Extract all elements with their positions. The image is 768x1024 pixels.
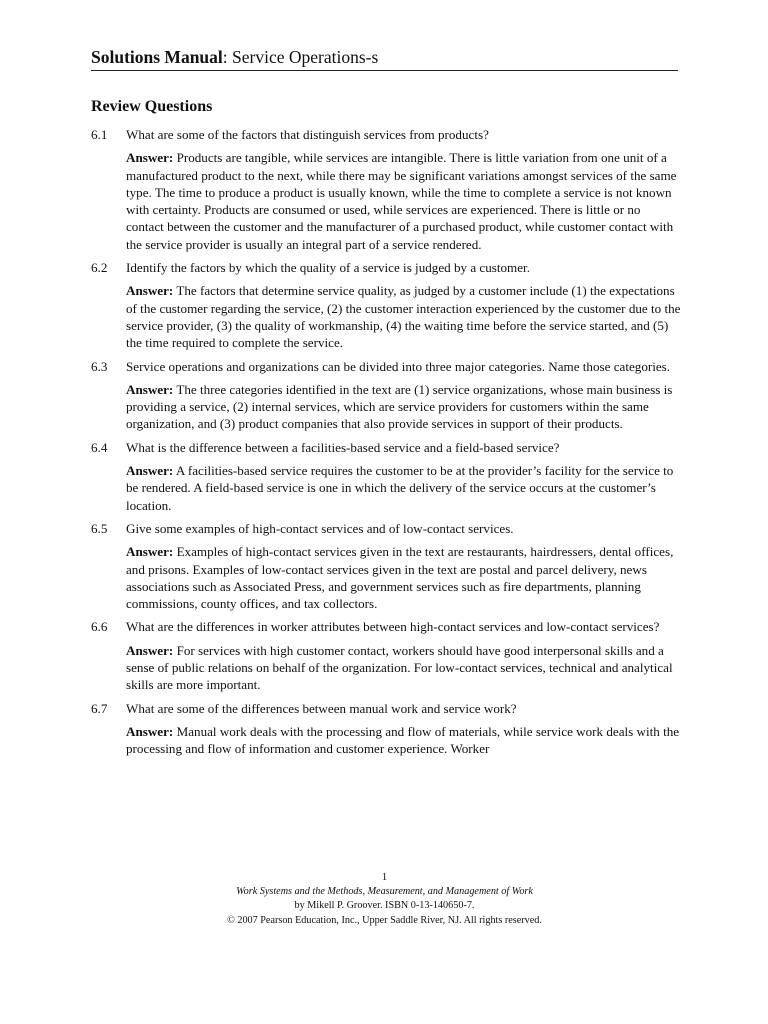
section-title: Review Questions bbox=[91, 98, 213, 115]
question-row bbox=[91, 700, 681, 717]
answer-text: Products are tangible, while services are intangible. There is little variation from one unit of a manufactured product to the next, while there may be significant variations amongst services of the same type. The time to produce a product is usually known, while the time to complete a service is not known with certainty. Products are consumed or used, while services are experienced. There is little or no contact between the customer and the manufacturer of a purchased product, while customer contact with the service provider is usually an integral part of a service rendered. bbox=[126, 150, 677, 252]
qa-item bbox=[91, 618, 681, 693]
question-row bbox=[91, 259, 681, 276]
answer-label: Answer: bbox=[126, 381, 174, 397]
answer-label: Answer: bbox=[126, 150, 174, 166]
page-number: 1 bbox=[381, 871, 388, 883]
qa-item bbox=[91, 259, 681, 351]
header-title-rest: : Service Operations-s bbox=[222, 47, 379, 67]
answer-paragraph bbox=[126, 723, 681, 758]
qa-item bbox=[91, 700, 681, 758]
answer-text: The factors that determine service quality, as judged by a customer include (1) the expectations of the customer regarding the service, (2) the customer interaction experienced by the customer due to the service provider, (3) the quality of workmanship, (4) the waiting time before the service started, and (5) the time required to complete the service. bbox=[126, 283, 681, 351]
qa-item bbox=[91, 358, 681, 433]
answer-label: Answer: bbox=[126, 283, 174, 299]
question-number: 6.6 bbox=[91, 619, 108, 635]
question-text: Identify the factors by which the quality of a service is judged by a customer. bbox=[126, 260, 530, 276]
answer-label: Answer: bbox=[126, 544, 174, 560]
question-row bbox=[91, 126, 681, 143]
qa-list bbox=[91, 126, 681, 764]
answer-paragraph bbox=[126, 642, 681, 694]
question-number: 6.4 bbox=[91, 439, 108, 455]
question-row bbox=[91, 520, 681, 537]
question-number: 6.1 bbox=[91, 127, 108, 142]
question-text: What is the difference between a facilities-based service and a field-based service? bbox=[126, 439, 560, 455]
answer-text: For services with high customer contact, workers should have good interpersonal skills and a sense of public relations on behalf of the organization. For low-contact services, technical and analytical skills are more important. bbox=[126, 642, 673, 693]
answer-paragraph bbox=[126, 282, 681, 351]
question-text: Give some examples of high-contact services and of low-contact services. bbox=[126, 520, 514, 536]
question-row bbox=[91, 439, 681, 456]
question-number: 6.2 bbox=[91, 260, 108, 276]
answer-label: Answer: bbox=[126, 642, 174, 658]
question-row bbox=[91, 618, 681, 635]
answer-text: The three categories identified in the text are (1) service organizations, whose main business is providing a service, (2) internal services, which are service providers for customers within the same organization, and (3) product companies that also provide services in support of their products. bbox=[126, 381, 673, 432]
answer-text: A facilities-based service requires the customer to be at the provider’s facility for the service to be rendered. A field-based service is one in which the delivery of the service occurs at the customer’s location. bbox=[126, 463, 674, 513]
question-row bbox=[91, 358, 681, 375]
answer-paragraph bbox=[126, 543, 681, 612]
answer-paragraph bbox=[126, 462, 681, 514]
qa-item bbox=[91, 520, 681, 612]
question-number: 6.3 bbox=[91, 358, 108, 374]
page-footer bbox=[91, 870, 678, 928]
answer-text: Examples of high-contact services given in the text are restaurants, hairdressers, dental offices, and prisons. Examples of low-contact services given in the text are postal and parcel delivery, news associations such as Associated Press, and government services such as fire departments, planning commissions, county offices, and tax collectors. bbox=[126, 544, 674, 612]
answer-text: Manual work deals with the processing and flow of materials, while service work deals with the processing and flow of information and customer experience. Worker bbox=[126, 723, 680, 757]
copyright-line: © 2007 Pearson Education, Inc., Upper Saddle River, NJ. All rights reserved. bbox=[227, 914, 542, 926]
answer-paragraph bbox=[126, 149, 681, 253]
question-text: Service operations and organizations can be divided into three major categories. Name those categories. bbox=[126, 358, 671, 374]
question-text: What are some of the factors that distinguish services from products? bbox=[126, 127, 489, 142]
answer-label: Answer: bbox=[126, 463, 174, 479]
answer-label: Answer: bbox=[126, 723, 174, 739]
question-number: 6.7 bbox=[91, 700, 108, 716]
answer-paragraph bbox=[126, 381, 681, 433]
question-number: 6.5 bbox=[91, 520, 108, 536]
qa-item bbox=[91, 126, 681, 253]
book-title: Work Systems and the Methods, Measurement, and Management of Work bbox=[236, 885, 533, 897]
question-text: What are the differences in worker attributes between high-contact services and low-contact services? bbox=[126, 619, 660, 635]
header-title-bold: Solutions Manual bbox=[91, 47, 223, 67]
author-line: by Mikell P. Groover. ISBN 0-13-140650-7. bbox=[294, 900, 475, 911]
question-text: What are some of the differences between manual work and service work? bbox=[126, 700, 517, 716]
page-header bbox=[91, 46, 678, 71]
qa-item bbox=[91, 439, 681, 514]
